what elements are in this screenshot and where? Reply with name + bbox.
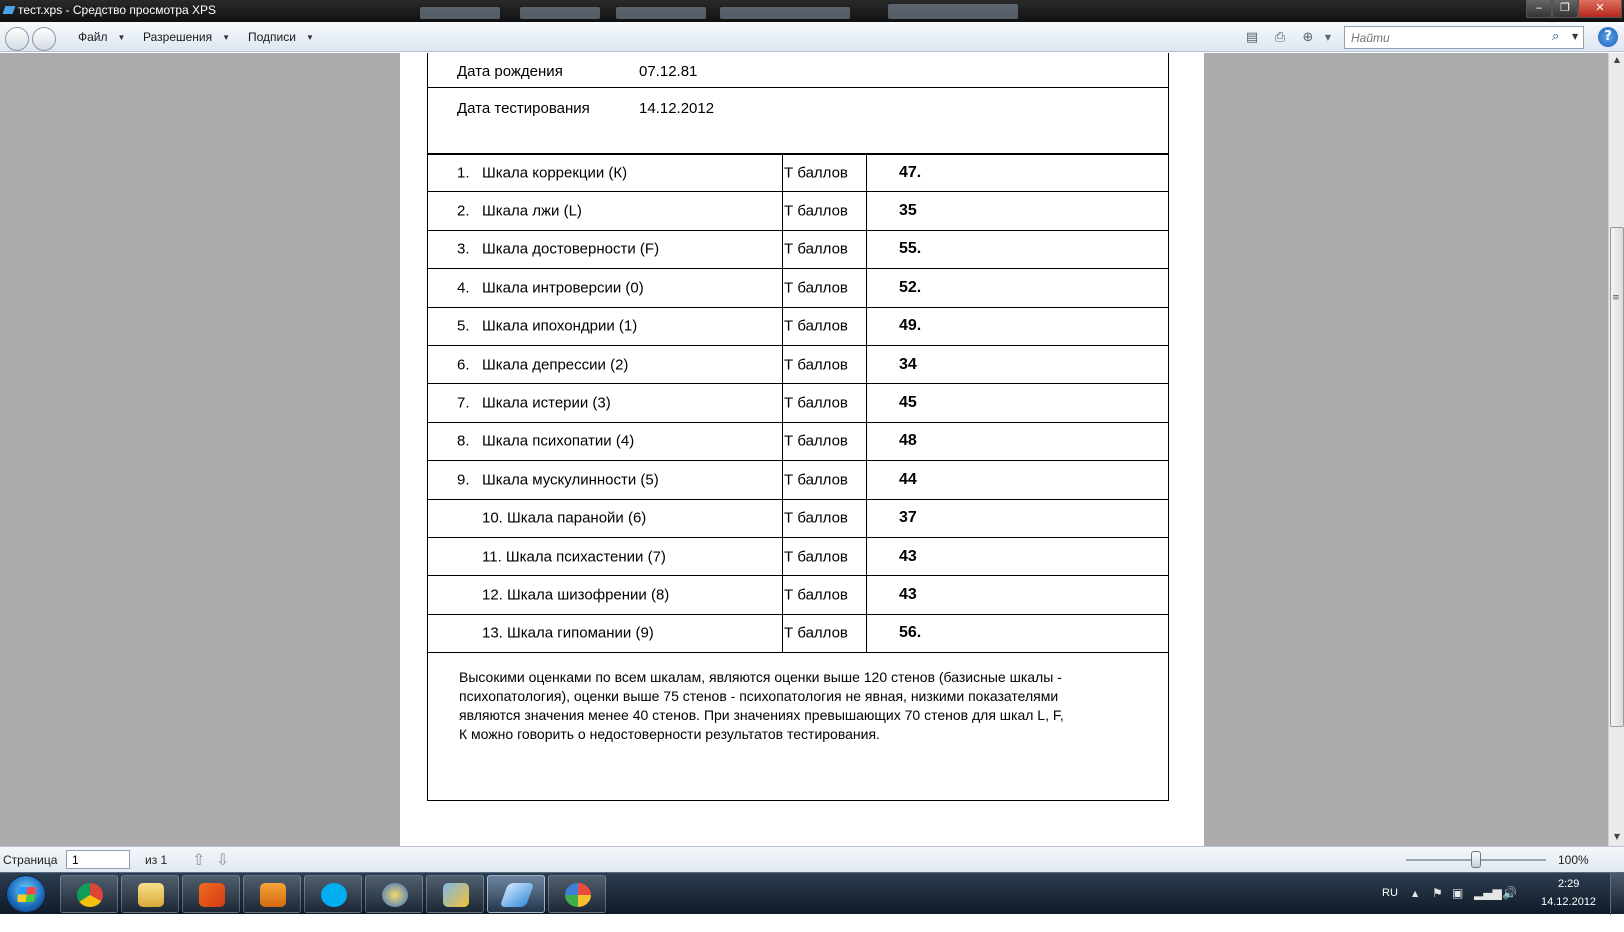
menu-signatures[interactable]	[248, 30, 314, 44]
score-unit: Т баллов	[784, 279, 848, 297]
score-value: 44	[899, 470, 917, 488]
score-row	[428, 423, 1168, 461]
chevron-down-icon[interactable]: ▼	[1324, 33, 1332, 42]
menu-signatures-label: Подписи	[248, 30, 296, 44]
test-date-label: Дата тестирования	[457, 100, 590, 117]
scale-name: Шкала мускулинности (5)	[482, 471, 659, 489]
xps-viewer-icon	[500, 883, 535, 907]
vertical-scrollbar[interactable]	[1608, 53, 1624, 846]
taskbar-chrome[interactable]	[60, 875, 118, 913]
score-value: 37	[899, 509, 917, 527]
scale-name: 10. Шкала паранойи (6)	[482, 509, 647, 527]
next-page-icon[interactable]: ⇩	[216, 852, 230, 869]
score-unit: Т баллов	[784, 624, 848, 642]
score-row	[428, 538, 1168, 576]
scale-name: 11. Шкала психастении (7)	[482, 548, 666, 566]
taskbar-media-player[interactable]	[243, 875, 301, 913]
zoom-value: 100%	[1558, 853, 1589, 867]
document-page	[400, 53, 1204, 846]
scale-name: Шкала ипохондрии (1)	[482, 317, 638, 335]
windows-logo-icon	[17, 887, 36, 902]
page-label: Страница	[3, 853, 58, 867]
score-unit: Т баллов	[784, 548, 848, 566]
minimize-button[interactable]: ‒	[1526, 0, 1552, 18]
taskbar-xps-viewer[interactable]	[487, 875, 545, 913]
titlebar-blur-5	[888, 4, 1018, 19]
row-number: 7.	[457, 394, 470, 412]
chevron-down-icon: ▼	[305, 32, 314, 42]
scale-name: Шкала интроверсии (0)	[482, 279, 644, 297]
status-bar	[0, 846, 1624, 872]
score-row	[428, 231, 1168, 269]
clock-time[interactable]: 2:29	[1558, 878, 1580, 890]
birth-date-row	[428, 53, 1168, 88]
score-value: 45	[899, 394, 917, 412]
taskbar-explorer[interactable]	[121, 875, 179, 913]
score-row	[428, 308, 1168, 346]
menu-file[interactable]	[78, 30, 125, 44]
row-number: 4.	[457, 279, 470, 297]
scale-name: Шкала истерии (3)	[482, 394, 611, 412]
taskbar-browser[interactable]	[365, 875, 423, 913]
tools-icon	[443, 883, 469, 907]
print-icon[interactable]: ⎙	[1274, 30, 1286, 45]
taskbar	[0, 872, 1624, 914]
scale-name: Шкала достоверности (F)	[482, 240, 660, 258]
note-line: психопатология), оценки выше 75 стенов - психопатология не явная, низкими показателями	[459, 688, 1059, 704]
score-unit: Т баллов	[784, 317, 848, 335]
results-table-frame	[427, 53, 1169, 801]
document-viewer[interactable]	[0, 53, 1608, 846]
close-button[interactable]: ✕	[1578, 0, 1622, 18]
folder-icon	[138, 883, 164, 907]
score-value: 56.	[899, 624, 922, 642]
score-value: 49.	[899, 317, 922, 335]
row-number: 5.	[457, 317, 470, 335]
titlebar-blur-2	[520, 7, 600, 19]
menu-permissions[interactable]	[143, 30, 230, 44]
xps-viewer-icon	[3, 6, 16, 14]
chrome-icon	[77, 883, 103, 907]
note-line: являются значения менее 40 стенов. При значениях превышающих 70 стенов для шкал L, F,	[459, 707, 1064, 723]
score-value: 55.	[899, 240, 922, 258]
show-desktop-button[interactable]	[1610, 873, 1624, 915]
score-unit: Т баллов	[784, 240, 848, 258]
chevron-down-icon: ▼	[222, 32, 231, 42]
page-number-input[interactable]	[66, 850, 130, 869]
score-row	[428, 346, 1168, 384]
flag-icon[interactable]: ⚑	[1432, 886, 1443, 900]
score-value: 43	[899, 547, 917, 565]
taskbar-paint[interactable]	[548, 875, 606, 913]
row-number: 6.	[457, 356, 470, 374]
test-date-row	[428, 88, 1168, 154]
titlebar-blur-4	[720, 7, 850, 19]
scale-name: Шкала психопатии (4)	[482, 432, 635, 450]
device-icon[interactable]: ▣	[1452, 886, 1464, 900]
score-value: 52.	[899, 278, 922, 296]
globe-icon	[382, 883, 408, 907]
score-unit: Т баллов	[784, 202, 848, 220]
search-input[interactable]	[1344, 26, 1584, 49]
scale-name: 13. Шкала гипомании (9)	[482, 624, 654, 642]
score-row	[428, 576, 1168, 614]
score-unit: Т баллов	[784, 586, 848, 604]
zoom-tool-icon[interactable]: ⊕	[1302, 30, 1314, 45]
score-row	[428, 384, 1168, 422]
row-number: 1.	[457, 164, 470, 182]
volume-icon[interactable]: 🔊	[1502, 886, 1517, 900]
note-line: Высокими оценками по всем шкалам, являются оценки выше 120 стенов (базисные шкалы -	[459, 669, 1062, 685]
scores-table	[428, 154, 1168, 653]
score-value: 35	[899, 202, 917, 220]
network-icon[interactable]: ▂▄▆	[1474, 886, 1502, 900]
score-row	[428, 461, 1168, 499]
score-row	[428, 154, 1168, 192]
row-number: 2.	[457, 202, 470, 220]
search-icon[interactable]: ⌕	[1552, 29, 1560, 44]
reading-view-icon[interactable]: ▤	[1245, 30, 1259, 45]
score-unit: Т баллов	[784, 394, 848, 412]
birth-date-label: Дата рождения	[457, 63, 563, 80]
score-row	[428, 500, 1168, 538]
zoom-slider-thumb[interactable]	[1471, 851, 1481, 868]
birth-date-value: 07.12.81	[639, 63, 698, 80]
grip-icon: ≡	[1612, 293, 1620, 303]
scale-name: Шкала коррекции (К)	[482, 164, 628, 182]
interpretation-note	[459, 668, 1119, 744]
forward-button[interactable]	[32, 27, 56, 51]
score-value: 34	[899, 355, 917, 373]
taskbar-tools[interactable]	[426, 875, 484, 913]
score-value: 43	[899, 585, 917, 603]
maximize-button[interactable]: ❐	[1552, 0, 1578, 18]
taskbar-office[interactable]	[182, 875, 240, 913]
score-unit: Т баллов	[784, 356, 848, 374]
back-button[interactable]	[5, 27, 29, 51]
office-icon	[199, 883, 225, 907]
chevron-down-icon[interactable]: ▼	[1572, 32, 1579, 41]
language-indicator[interactable]: RU	[1382, 887, 1398, 899]
window-controls	[1526, 0, 1622, 18]
window-title: тест.xps - Средство просмотра XPS	[18, 3, 217, 17]
page-count: из 1	[145, 853, 168, 867]
titlebar-blur-1	[420, 7, 500, 19]
menu-file-label: Файл	[78, 30, 108, 44]
score-unit: Т баллов	[784, 432, 848, 450]
menu-bar	[0, 22, 1624, 52]
scale-name: 12. Шкала шизофрении (8)	[482, 586, 670, 604]
menu-permissions-label: Разрешения	[143, 30, 213, 44]
scroll-up-icon[interactable]: ▲	[1613, 55, 1621, 64]
help-icon[interactable]: ?	[1598, 27, 1618, 47]
chevron-down-icon: ▼	[117, 32, 126, 42]
note-line: К можно говорить о недостоверности результатов тестирования.	[459, 726, 880, 742]
score-row	[428, 615, 1168, 653]
row-number: 3.	[457, 240, 470, 258]
media-player-icon	[260, 883, 286, 907]
taskbar-skype[interactable]	[304, 875, 362, 913]
start-button[interactable]	[6, 875, 46, 913]
row-number: 8.	[457, 432, 470, 450]
skype-icon	[321, 883, 347, 907]
scale-name: Шкала депрессии (2)	[482, 356, 629, 374]
clock-date[interactable]: 14.12.2012	[1541, 896, 1597, 908]
chevron-up-icon[interactable]: ▲	[1412, 889, 1419, 898]
score-value: 48	[899, 432, 917, 450]
previous-page-icon[interactable]: ⇧	[192, 852, 206, 869]
scroll-down-icon[interactable]: ▼	[1613, 832, 1621, 841]
paint-icon	[565, 883, 591, 907]
score-row	[428, 192, 1168, 230]
score-unit: Т баллов	[784, 509, 848, 527]
titlebar-blur-3	[616, 7, 706, 19]
score-unit: Т баллов	[784, 471, 848, 489]
scale-name: Шкала лжи (L)	[482, 202, 582, 220]
score-unit: Т баллов	[784, 164, 848, 182]
test-date-value: 14.12.2012	[639, 100, 715, 117]
score-row	[428, 269, 1168, 307]
title-bar	[0, 0, 1624, 22]
score-value: 47.	[899, 164, 922, 182]
row-number: 9.	[457, 471, 470, 489]
